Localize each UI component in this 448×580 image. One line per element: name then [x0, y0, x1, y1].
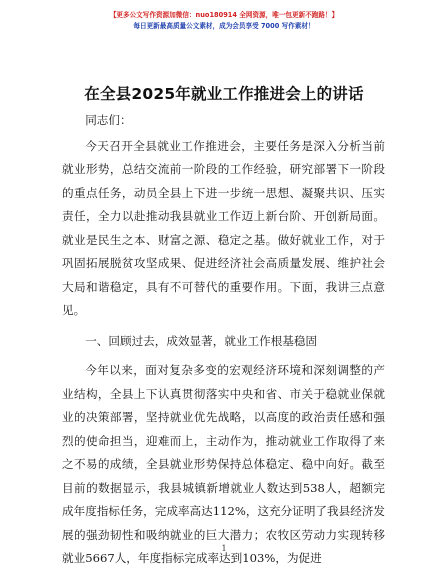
document-body: [62, 109, 385, 571]
paragraph-review: 今年以来，面对复杂多变的宏观经济环境和深刻调整的产业结构，全县上下认真贯彻落实中央和省、市关于稳就业保就业的决策部署，坚持就业优先战略，以高度的政治责任感和强烈的使命担当，迎难而上，主动作为，推动就业工作取得了来之不易的成绩，全县就业形势保持总体稳定、稳中向好。截至目前的数据显示，我县城镇新增就业人数达到538人，超额完成年度指标任务，完成率高达112%，这充分证明了我县经济发展的强劲韧性和吸纳就业的巨大潜力；农牧区劳动力实现转移就业5667人，年度指标完成率达到103%，为促进: [62, 363, 385, 565]
banner-line-1: 【更多公文写作资源加微信：nuo180914 全网资源，唯一包更新不跑路！】: [109, 11, 339, 19]
page-number: 1: [221, 544, 227, 553]
promo-banner: [0, 11, 448, 31]
paragraph-intro: 今天召开全县就业工作推进会，主要任务是深入分析当前就业形势，总结交流前一阶段的工作经验，研究部署下一阶段的重点任务，动员全县上下进一步统一思想、凝聚共识、压实责任，全力以赴推动我县就业工作迈上新台阶、开创新局面。就业是民生之本、财富之源、稳定之基。做好就业工作，对于巩固拓展脱贫攻坚成果、促进经济社会高质量发展、维护社会大局和谐稳定，具有不可替代的重要作用。下面，我讲三点意见。: [62, 138, 385, 317]
section-heading: 一、回顾过去，成效显著，就业工作根基稳固: [85, 333, 318, 348]
document-title: 在全县2025年就业工作推进会上的讲话: [84, 85, 364, 103]
banner-line-2: 每日更新最高质量公文素材，成为会员享受 7000 写作素材！: [133, 22, 315, 30]
salutation: 同志们：: [85, 113, 132, 127]
